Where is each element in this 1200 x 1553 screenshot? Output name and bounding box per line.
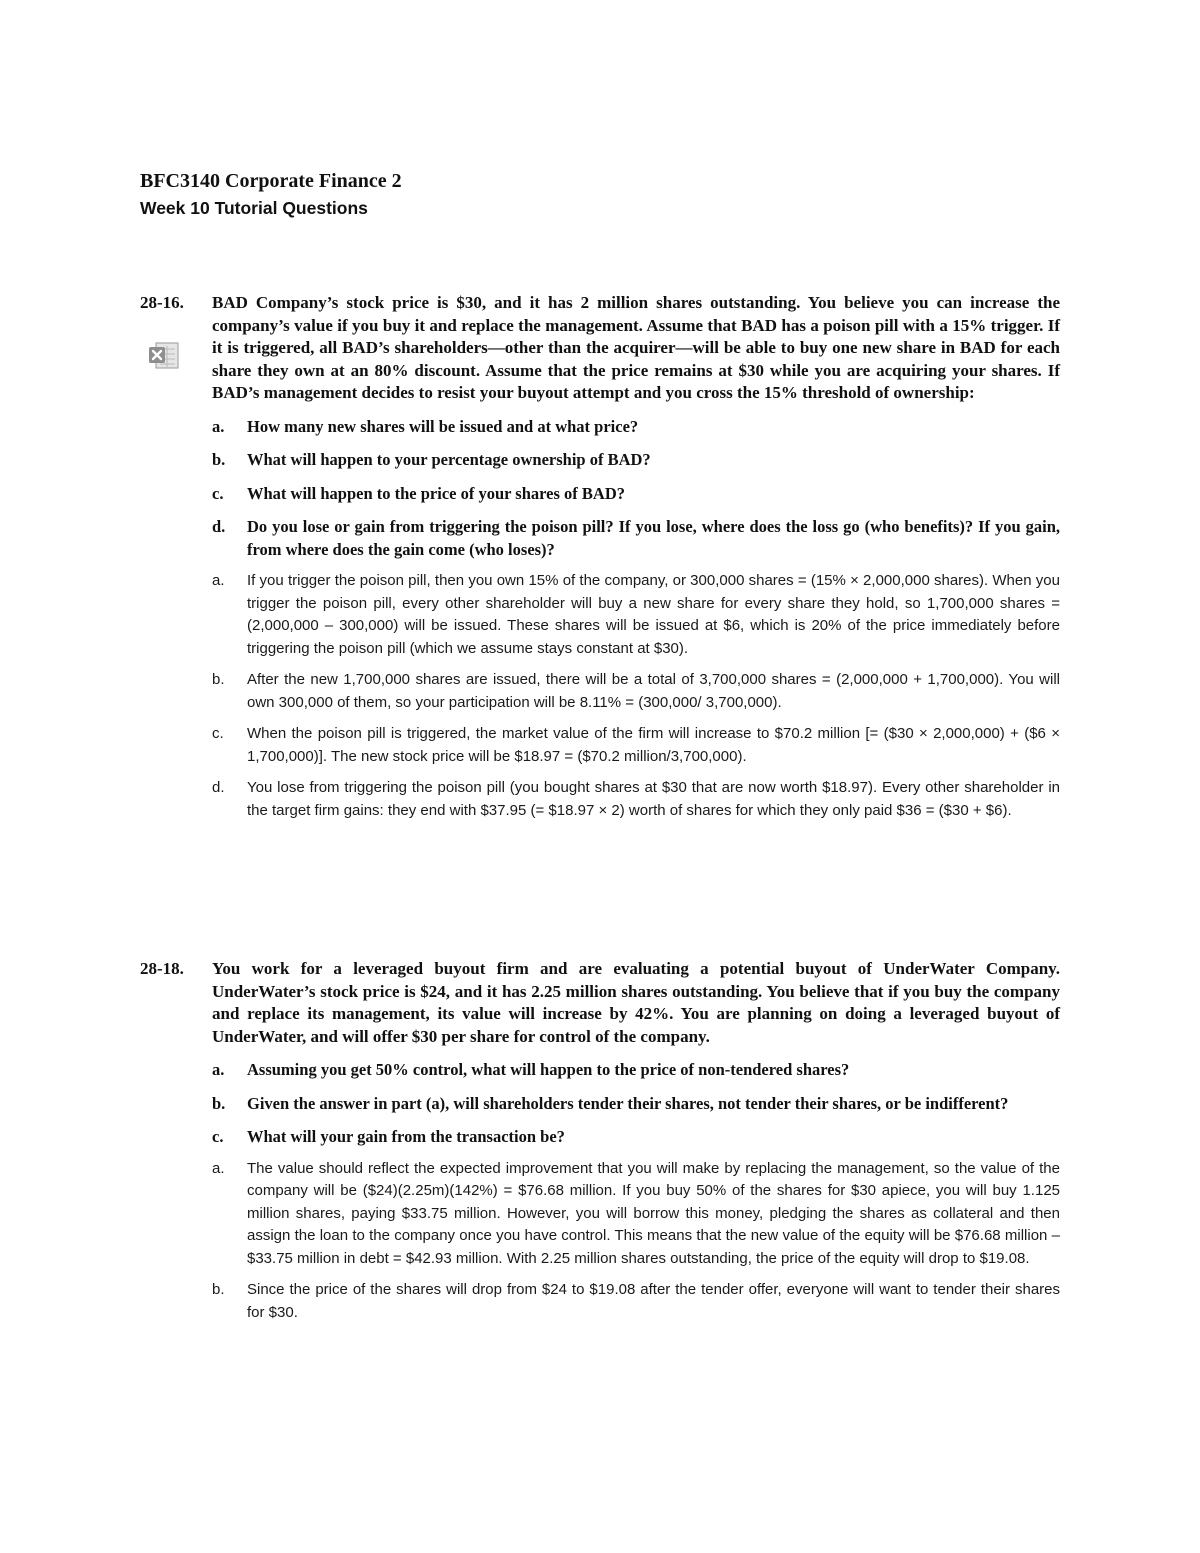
answer-item xyxy=(140,669,1060,714)
question-item xyxy=(140,1093,1060,1116)
answer-text: If you trigger the poison pill, then you own 15% of the company, or 300,000 shares = (15% × 2,000,000 shares). When you trigger the poison pill, every other shareholder will buy a new share for every share they hold, so 1,700,000 shares = (2,000,000 – 300,000) will be issued. These shares will be issued at $6, which is 20% of the price immediately before triggering the poison pill (which we assume stays constant at $30). xyxy=(247,572,1060,657)
answer-marker: d. xyxy=(212,779,225,796)
question-text: What will happen to the price of your shares of BAD? xyxy=(247,483,625,503)
question-item xyxy=(140,1059,1060,1082)
question-marker: a. xyxy=(212,1060,225,1079)
question-list xyxy=(140,1059,1060,1149)
question-item xyxy=(140,416,1060,439)
course-title: BFC3140 Corporate Finance 2 xyxy=(140,170,402,192)
question-list xyxy=(140,416,1060,562)
answer-marker: a. xyxy=(212,572,225,589)
answer-text: Since the price of the shares will drop from $24 to $19.08 after the tender offer, everyone will want to tender their shares for $30. xyxy=(247,1281,1060,1321)
answer-text: You lose from triggering the poison pill (you bought shares at $30 that are now worth $18.97). Every other shareholder in the target firm gains: they end with $37.95 (= $18.97 × 2) worth of shares for which they only paid $36 = ($30 + $6). xyxy=(247,779,1060,819)
question-text: What will your gain from the transaction be? xyxy=(247,1127,565,1146)
answer-marker: c. xyxy=(212,725,224,742)
question-marker: b. xyxy=(212,450,226,469)
answer-list xyxy=(140,570,1060,822)
tutorial-subtitle: Week 10 Tutorial Questions xyxy=(140,198,368,218)
question-marker: b. xyxy=(212,1093,226,1113)
problem-28-16 xyxy=(140,292,1060,822)
question-marker: d. xyxy=(212,517,226,536)
problem-statement: You work for a leveraged buyout firm and are evaluating a potential buyout of UnderWater Company. UnderWater’s stock price is $24, and it has 2.25 million shares outstanding. You believe that if you buy the company and replace its management, its value will increase by 42%. You are planning on doing a leveraged buyout of UnderWater, and will offer $30 per share for control of the company. xyxy=(212,959,1060,1046)
answer-item xyxy=(140,1279,1060,1324)
question-text: Do you lose or gain from triggering the poison pill? If you lose, where does the loss go (who benefits)? If you gain, from where does the gain come (who loses)? xyxy=(247,517,1060,559)
problem-number: 28-16. xyxy=(140,293,184,312)
answer-marker: a. xyxy=(212,1159,225,1177)
question-text: Given the answer in part (a), will shareholders tender their shares, not tender their shares, or be indifferent? xyxy=(247,1093,1009,1113)
question-item xyxy=(140,483,1060,506)
answer-text: After the new 1,700,000 shares are issued, there will be a total of 3,700,000 shares = (2,000,000 + 1,700,000). You will own 300,000 of them, so your participation will be 8.11% = (300,000/ 3,700,000). xyxy=(247,671,1060,711)
question-item xyxy=(140,516,1060,561)
answer-item xyxy=(140,570,1060,660)
question-item xyxy=(140,1126,1060,1149)
problem-28-18 xyxy=(140,958,1060,1324)
answer-item xyxy=(140,777,1060,822)
answer-text: The value should reflect the expected improvement that you will make by replacing the management, so the value of the company will be ($24)(2.25m)(142%) = $76.68 million. If you buy 50% of the shares for $30 apiece, you will buy 1.125 million shares, paying $33.75 million. However, you will borrow this money, pledging the shares as collateral and then assign the loan to the company once you have control. This means that the new value of the equity will be $76.68 million – $33.75 million in debt = $42.93 million. With 2.25 million shares outstanding, the price of the equity will drop to $19.08. xyxy=(247,1159,1060,1267)
problem-statement: BAD Company’s stock price is $30, and it has 2 million shares outstanding. You believe you can increase the company’s value if you buy it and replace the management. Assume that BAD has a poison pill with a 15% trigger. If it is triggered, all BAD’s shareholders—other than the acquirer—will be able to buy one new share in BAD for each share they own at an 80% discount. Assume that the price remains at $30 while you are acquiring your shares. If BAD’s management decides to resist your buyout attempt and you cross the 15% threshold of ownership: xyxy=(212,293,1060,402)
question-text: How many new shares will be issued and at what price? xyxy=(247,416,639,436)
answer-marker: b. xyxy=(212,1281,225,1298)
answer-marker: b. xyxy=(212,671,225,688)
answer-list xyxy=(140,1158,1060,1325)
answer-item xyxy=(140,1158,1060,1271)
question-text: What will happen to your percentage ownership of BAD? xyxy=(247,450,651,469)
question-marker: a. xyxy=(212,416,225,436)
question-item xyxy=(140,449,1060,472)
question-marker: c. xyxy=(212,1127,224,1146)
problem-number: 28-18. xyxy=(140,959,184,978)
question-marker: c. xyxy=(212,483,224,503)
answer-text: When the poison pill is triggered, the market value of the firm will increase to $70.2 million [= ($30 × 2,000,000) + ($6 × 1,700,000)]. The new stock price will be $18.97 = ($70.2 million/3,700,000). xyxy=(247,725,1060,765)
answer-item xyxy=(140,723,1060,768)
question-text: Assuming you get 50% control, what will happen to the price of non-tendered shares? xyxy=(247,1060,850,1079)
